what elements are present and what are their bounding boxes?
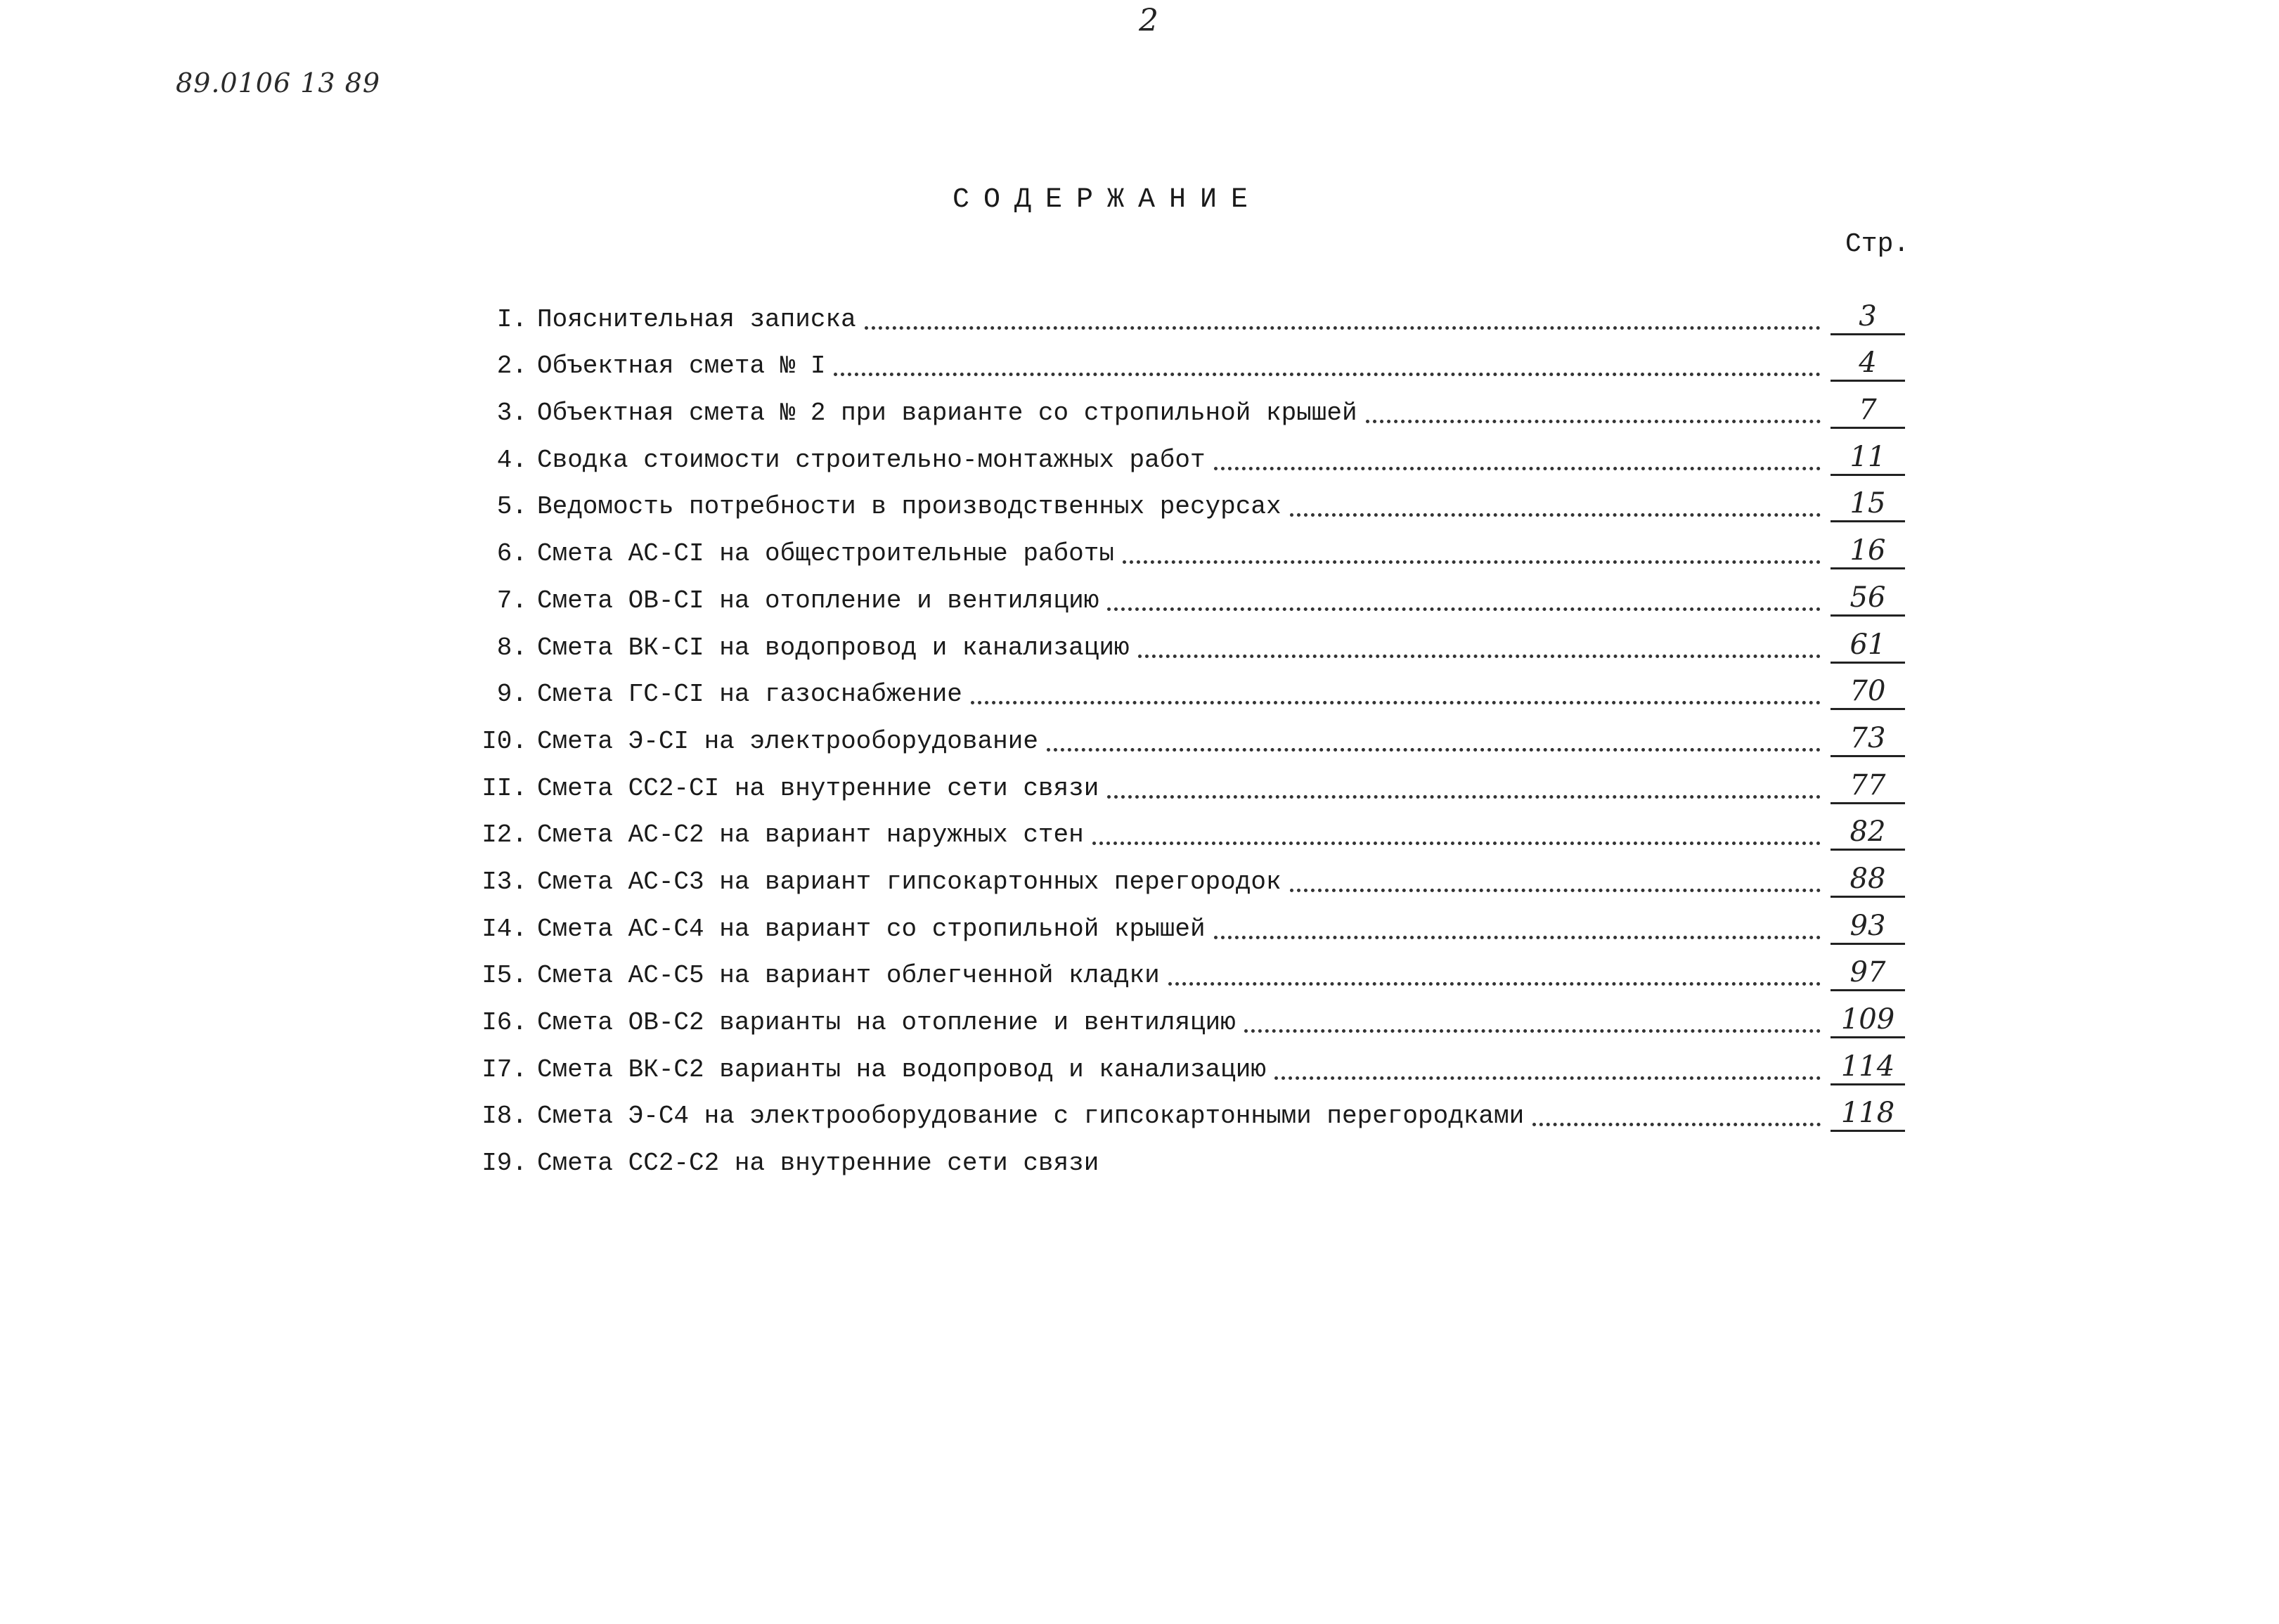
toc-dot-leader bbox=[1244, 1029, 1821, 1033]
page-column-header: Стр. bbox=[1845, 229, 1910, 259]
toc-entry-number: I2. bbox=[482, 820, 527, 850]
toc-entry-page: 109 bbox=[1831, 1005, 1905, 1038]
toc-entry-number: I0. bbox=[482, 726, 527, 756]
toc-entry-page: 56 bbox=[1831, 584, 1905, 617]
page-number: 2 bbox=[1139, 3, 1158, 39]
toc-entry-label: Смета Э-С4 на электрооборудование с гипсокартонными перегородками bbox=[537, 1102, 1525, 1131]
toc-entry-label: Смета АС-С4 на вариант со стропильной крышей bbox=[537, 914, 1206, 943]
toc-entry-label: Смета АС-С5 на вариант облегченной кладки bbox=[537, 961, 1160, 991]
toc-entry-number: 2. bbox=[496, 352, 527, 381]
toc-entry bbox=[450, 804, 1905, 851]
toc-entry-number: 9. bbox=[496, 680, 527, 709]
toc-entry-label: Ведомость потребности в производственных ресурсах bbox=[537, 492, 1281, 522]
toc-entry bbox=[450, 757, 1905, 804]
toc-entry-label: Смета ВК-С2 варианты на водопровод и канализацию bbox=[537, 1055, 1266, 1084]
toc-entry bbox=[450, 1085, 1905, 1133]
toc-dot-leader bbox=[1092, 842, 1821, 845]
toc-dot-leader bbox=[1532, 1123, 1821, 1126]
toc-entry-page: 70 bbox=[1831, 677, 1905, 710]
toc-entry-number: I. bbox=[496, 304, 527, 334]
toc-dot-leader bbox=[1214, 467, 1821, 470]
toc-entry-label: Сводка стоимости строительно-монтажных работ bbox=[537, 445, 1206, 475]
toc-entry bbox=[450, 288, 1905, 335]
toc-entry-page: 114 bbox=[1831, 1052, 1905, 1085]
toc-dot-leader bbox=[1123, 560, 1821, 564]
toc-entry bbox=[450, 522, 1905, 569]
toc-entry-label: Смета СС2-С2 на внутренние сети связи bbox=[537, 1149, 1099, 1178]
toc-entry-number: I6. bbox=[482, 1008, 527, 1037]
toc-entry-page: 3 bbox=[1831, 302, 1905, 335]
toc-entry-label: Пояснительная записка bbox=[537, 304, 856, 334]
toc-entry-page: 97 bbox=[1831, 958, 1905, 991]
toc-entry-number: 3. bbox=[496, 399, 527, 428]
toc-entry-page: 61 bbox=[1831, 631, 1905, 664]
toc-entry-page: 93 bbox=[1831, 912, 1905, 945]
toc-entry bbox=[450, 945, 1905, 992]
toc-entry-number: 6. bbox=[496, 539, 527, 569]
toc-entry-number: 8. bbox=[496, 633, 527, 662]
toc-entry-page: 16 bbox=[1831, 536, 1905, 569]
toc-dot-leader bbox=[1274, 1076, 1821, 1080]
toc-entry bbox=[450, 382, 1905, 429]
toc-entry-page: 4 bbox=[1831, 349, 1905, 382]
toc-entry-number: I5. bbox=[482, 961, 527, 991]
toc-dot-leader bbox=[1138, 655, 1821, 658]
toc-entry bbox=[450, 664, 1905, 711]
page-title: СОДЕРЖАНИЕ bbox=[953, 184, 1263, 216]
table-of-contents bbox=[450, 288, 1905, 1179]
toc-dot-leader bbox=[971, 701, 1821, 704]
toc-entry bbox=[450, 851, 1905, 898]
toc-entry-label: Смета АС-С3 на вариант гипсокартонных перегородок bbox=[537, 867, 1281, 896]
toc-entry-number: 4. bbox=[496, 445, 527, 475]
toc-entry-number: I4. bbox=[482, 914, 527, 943]
toc-dot-leader bbox=[1168, 982, 1821, 986]
toc-dot-leader bbox=[1214, 936, 1821, 939]
toc-entry-page: 7 bbox=[1831, 396, 1905, 429]
toc-entry-number: I9. bbox=[482, 1149, 527, 1178]
toc-entry-page: 15 bbox=[1831, 489, 1905, 522]
toc-dot-leader bbox=[1366, 420, 1821, 423]
toc-entry bbox=[450, 429, 1905, 476]
toc-dot-leader bbox=[1290, 513, 1821, 517]
toc-entry-number: II. bbox=[482, 773, 527, 803]
toc-entry bbox=[450, 1038, 1905, 1085]
toc-entry bbox=[450, 617, 1905, 664]
toc-entry bbox=[450, 898, 1905, 945]
toc-entry-label: Смета АС-С2 на вариант наружных стен bbox=[537, 820, 1084, 850]
toc-entry-label: Смета ВК-СI на водопровод и канализацию bbox=[537, 633, 1130, 662]
toc-entry-label: Объектная смета № 2 при варианте со стропильной крышей bbox=[537, 399, 1357, 428]
toc-entry-page: 11 bbox=[1831, 443, 1905, 476]
toc-entry bbox=[450, 710, 1905, 757]
toc-entry bbox=[450, 991, 1905, 1038]
toc-dot-leader bbox=[1107, 607, 1821, 611]
toc-entry-label: Смета АС-СI на общестроительные работы bbox=[537, 539, 1114, 569]
document-code: 89.0106 13 89 bbox=[176, 67, 381, 98]
toc-dot-leader bbox=[1107, 795, 1821, 799]
toc-entry bbox=[450, 1132, 1905, 1179]
toc-entry-label: Смета ГС-СI на газоснабжение bbox=[537, 680, 962, 709]
toc-entry-number: 7. bbox=[496, 586, 527, 615]
toc-entry-page: 118 bbox=[1831, 1099, 1905, 1132]
toc-entry-label: Смета ОВ-СI на отопление и вентиляцию bbox=[537, 586, 1099, 615]
toc-entry-label: Смета Э-СI на электрооборудование bbox=[537, 726, 1038, 756]
toc-dot-leader bbox=[865, 326, 1821, 330]
toc-entry-number: I8. bbox=[482, 1102, 527, 1131]
toc-entry-label: Смета ОВ-С2 варианты на отопление и вентиляцию bbox=[537, 1008, 1236, 1037]
toc-dot-leader bbox=[834, 373, 1821, 376]
toc-entry-number: I3. bbox=[482, 867, 527, 896]
toc-entry-label: Смета СС2-СI на внутренние сети связи bbox=[537, 773, 1099, 803]
toc-entry-page: 73 bbox=[1831, 724, 1905, 757]
toc-entry-page: 77 bbox=[1831, 771, 1905, 804]
toc-entry-number: I7. bbox=[482, 1055, 527, 1084]
toc-entry bbox=[450, 335, 1905, 382]
toc-dot-leader bbox=[1047, 748, 1821, 752]
toc-entry-label: Объектная смета № I bbox=[537, 352, 826, 381]
toc-dot-leader bbox=[1290, 889, 1821, 892]
toc-entry bbox=[450, 569, 1905, 617]
toc-entry-number: 5. bbox=[496, 492, 527, 522]
toc-entry bbox=[450, 476, 1905, 523]
toc-entry-page: 82 bbox=[1831, 818, 1905, 851]
toc-entry-page: 88 bbox=[1831, 865, 1905, 898]
